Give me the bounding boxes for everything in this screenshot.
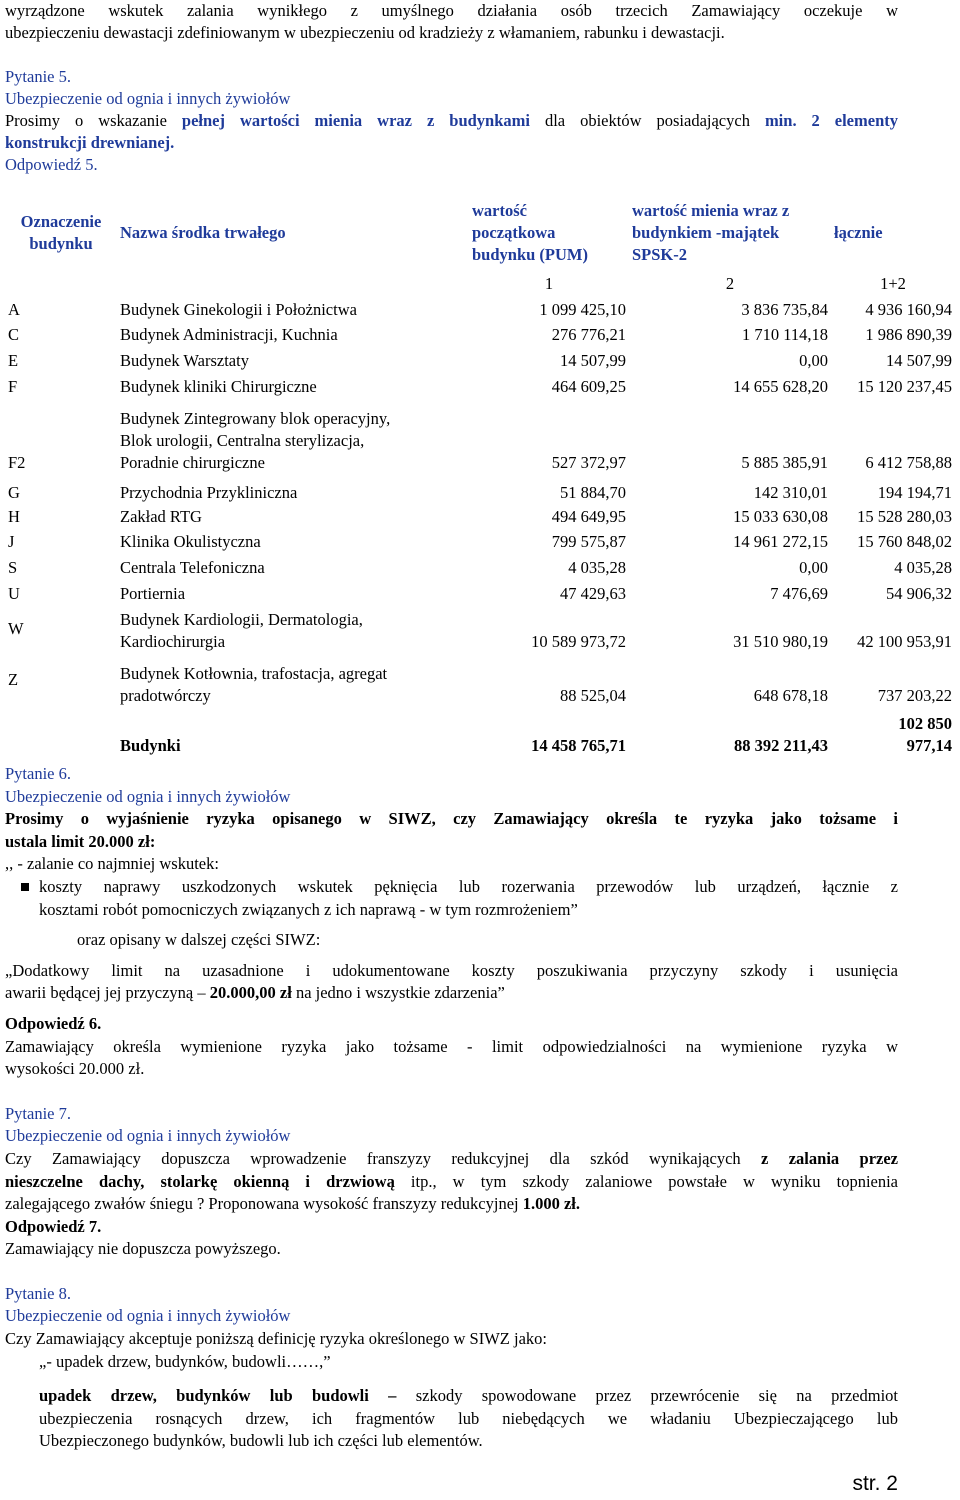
row-property-value: 0,00 xyxy=(799,351,828,370)
row-total: 6 412 758,88 xyxy=(865,453,952,472)
q8-title: Pytanie 8. xyxy=(5,1283,71,1303)
total-property-value: 88 392 211,43 xyxy=(734,736,828,755)
total-initial-value: 14 458 765,71 xyxy=(531,736,626,755)
q5-section: Ubezpieczenie od ognia i innych żywiołów xyxy=(5,89,291,108)
q8-text: Czy Zamawiający akceptuje poniższą definicję ryzyka określonego w SIWZ jako: xyxy=(5,1329,547,1349)
table-row xyxy=(5,295,955,321)
row-name: Portiernia xyxy=(120,584,186,603)
header-name: Nazwa środka trwałego xyxy=(120,223,286,242)
row-property-value: 15 033 630,08 xyxy=(733,507,828,526)
row-property-value: 14 655 628,20 xyxy=(733,377,828,396)
row-total: 194 194,71 xyxy=(877,483,952,502)
q7-text-3: zalegającego zwałów śniegu ? Proponowana wysokość franszyzy redukcyjnej 1.000 zł. xyxy=(5,1194,581,1214)
table-row xyxy=(5,321,955,346)
intro-line-1: wyrządzone wskutek zalania wynikłego z umyślnego działania osób trzecich Zamawiający oczekuje w xyxy=(5,1,898,20)
table-row xyxy=(5,398,955,474)
header-num-1: 1 xyxy=(544,274,554,293)
q6-answer-title: Odpowiedź 6. xyxy=(5,1013,102,1033)
header-num-3: 1+2 xyxy=(880,274,906,293)
table-number-row xyxy=(5,269,955,295)
header-num-2: 2 xyxy=(725,274,735,293)
q6-text-2: ustala limit 20.000 zł: xyxy=(5,831,156,851)
row-name: Klinika Okulistyczna xyxy=(120,532,261,551)
row-total: 15 120 237,45 xyxy=(857,377,952,396)
total-sum: 102 850 977,14 xyxy=(898,714,952,755)
q7-title: Pytanie 7. xyxy=(5,1103,71,1123)
row-total: 1 986 890,39 xyxy=(865,325,952,344)
table-total-row xyxy=(5,707,955,757)
q5-title: Pytanie 5. xyxy=(5,67,71,86)
table-row xyxy=(5,528,955,553)
row-total: 4 936 160,94 xyxy=(865,300,952,319)
row-code: C xyxy=(8,325,20,344)
row-name: Przychodnia Przykliniczna xyxy=(120,483,298,502)
q7-text-2: nieszczelne dachy, stolarkę okienną i drzwiową itp., w tym szkody zalaniowe powstałe w wyniku topnienia xyxy=(5,1171,899,1191)
table-row xyxy=(5,372,955,398)
row-property-value: 31 510 980,19 xyxy=(733,632,828,651)
table-row xyxy=(5,553,955,579)
row-code: Z xyxy=(8,670,19,689)
row-initial-value: 527 372,97 xyxy=(551,453,626,472)
q6-quote-2-line-2: awarii będącej jej przyczyną – 20.000,00 zł na jedno i wszystkie zdarzenia” xyxy=(5,983,505,1003)
row-property-value: 5 885 385,91 xyxy=(741,453,828,472)
row-initial-value: 799 575,87 xyxy=(551,532,626,551)
row-total: 4 035,28 xyxy=(894,558,952,577)
row-initial-value: 88 525,04 xyxy=(560,686,626,705)
header-property-value: wartość mienia wraz z budynkiem -majątek SPSK-2 xyxy=(632,201,790,264)
q8-section: Ubezpieczenie od ognia i innych żywiołów xyxy=(5,1306,291,1326)
q6-section: Ubezpieczenie od ognia i innych żywiołów xyxy=(5,786,291,806)
q7-text-1: Czy Zamawiający dopuszcza wprowadzenie franszyzy redukcyjnej dla szkód wynikających z zalania przez xyxy=(5,1148,898,1168)
table-row xyxy=(5,605,955,653)
q6-answer-2: wysokości 20.000 zł. xyxy=(5,1059,145,1079)
row-property-value: 14 961 272,15 xyxy=(733,532,828,551)
row-name: Budynek Kotłownia, trafostacja, agregat pradotwórczy xyxy=(120,664,388,705)
row-code: S xyxy=(8,558,18,577)
q6-answer-1: Zamawiający określa wymienione ryzyka jako tożsame - limit odpowiedzialności na wymienione ryzyka w xyxy=(5,1036,898,1056)
row-name: Budynek Administracji, Kuchnia xyxy=(120,325,338,344)
table-row xyxy=(5,504,955,528)
row-code: G xyxy=(8,483,20,502)
q7-section: Ubezpieczenie od ognia i innych żywiołów xyxy=(5,1126,291,1146)
header-code: Oznaczenie budynku xyxy=(20,212,102,253)
row-property-value: 142 310,01 xyxy=(753,483,828,502)
row-property-value: 1 710 114,18 xyxy=(741,325,828,344)
q7-answer: Zamawiający nie dopuszcza powyższego. xyxy=(5,1239,281,1259)
row-initial-value: 276 776,21 xyxy=(551,325,626,344)
row-property-value: 7 476,69 xyxy=(770,584,828,603)
intro-block xyxy=(5,0,898,176)
q5-text: Prosimy o wskazanie pełnej wartości mienia wraz z budynkami dla obiektów posiadających min. 2 elementy xyxy=(5,111,898,130)
table-row xyxy=(5,579,955,605)
row-initial-value: 494 649,95 xyxy=(551,507,626,526)
buildings-value-table xyxy=(5,197,955,757)
q5-text-cont: konstrukcji drewnianej. xyxy=(5,133,175,152)
total-label: Budynki xyxy=(120,736,181,755)
q6-quote-2-line-1: „Dodatkowy limit na uzasadnione i udokumentowane koszty poszukiwania przyczyny szkody i usunięcia xyxy=(5,960,898,980)
row-property-value: 0,00 xyxy=(799,558,828,577)
row-initial-value: 51 884,70 xyxy=(560,483,626,502)
q6-text-1: Prosimy o wyjaśnienie ryzyka opisanego w SIWZ, czy Zamawiający określa te ryzyka jako tożsame i xyxy=(5,809,898,829)
row-name: Budynek kliniki Chirurgiczne xyxy=(120,377,317,396)
q6-also: oraz opisany w dalszej części SIWZ: xyxy=(77,930,321,950)
header-total: łącznie xyxy=(834,223,883,242)
row-code: A xyxy=(8,300,20,319)
page-number: str. 2 xyxy=(852,1472,898,1495)
row-property-value: 648 678,18 xyxy=(753,686,828,705)
row-code: H xyxy=(8,507,20,526)
q6-bullet-line-2: kosztami robót pomocniczych związanych z ich naprawą - w tym rozmrożeniem” xyxy=(39,899,578,919)
q8-definition xyxy=(5,1385,898,1453)
row-initial-value: 464 609,25 xyxy=(551,377,626,396)
row-total: 15 528 280,03 xyxy=(857,507,952,526)
row-code: W xyxy=(8,619,24,638)
row-code: U xyxy=(8,584,20,603)
row-initial-value: 14 507,99 xyxy=(560,351,626,370)
row-code: F2 xyxy=(8,453,26,472)
bullet-square-icon xyxy=(21,883,29,891)
table-row xyxy=(5,346,955,372)
row-name: Budynek Warsztaty xyxy=(120,351,249,370)
q8-def-line-1: upadek drzew, budynków lub budowli – szkody spowodowane przez przewrócenie się na przedmiot xyxy=(39,1386,899,1406)
row-initial-value: 47 429,63 xyxy=(560,584,626,603)
row-name: Budynek Kardiologii, Dermatologia, Kardiochirurgia xyxy=(120,610,363,651)
row-code: F xyxy=(8,377,18,396)
row-initial-value: 10 589 973,72 xyxy=(531,632,626,651)
row-total: 42 100 953,91 xyxy=(857,632,952,651)
row-name: Zakład RTG xyxy=(120,507,202,526)
row-total: 15 760 848,02 xyxy=(857,532,952,551)
row-initial-value: 4 035,28 xyxy=(568,558,626,577)
q6-bullet-line-1: koszty naprawy uszkodzonych wskutek pęknięcia lub rozerwania przewodów lub urządzeń, łącznie z xyxy=(39,876,898,896)
row-total: 14 507,99 xyxy=(886,351,952,370)
table-header-row xyxy=(5,197,955,269)
row-total: 54 906,32 xyxy=(886,584,952,603)
row-property-value: 3 836 735,84 xyxy=(741,300,828,319)
q7-answer-title: Odpowiedź 7. xyxy=(5,1216,102,1236)
row-name: Centrala Telefoniczna xyxy=(120,558,265,577)
header-initial-value: wartość początkowa budynku (PUM) xyxy=(472,201,588,264)
questions-block xyxy=(5,763,898,1453)
q5-answer-title: Odpowiedź 5. xyxy=(5,155,98,174)
row-name: Budynek Zintegrowany blok operacyjny, Blok urologii, Centralna sterylizacja, Poradnie chirurgiczne xyxy=(120,409,391,472)
table-row xyxy=(5,474,955,504)
q6-bullet xyxy=(5,876,898,921)
row-name: Budynek Ginekologii i Położnictwa xyxy=(120,300,357,319)
table-row xyxy=(5,653,955,707)
row-code: J xyxy=(8,532,15,551)
row-total: 737 203,22 xyxy=(877,686,952,705)
row-code: E xyxy=(8,351,19,370)
q6-title: Pytanie 6. xyxy=(5,764,71,783)
row-initial-value: 1 099 425,10 xyxy=(539,300,626,319)
q8-def-line-2: ubezpieczenia rosnących drzew, ich fragmentów lub niebędących we władaniu Ubezpieczającego lub xyxy=(39,1408,898,1428)
q8-quote: „- upadek drzew, budynków, budowli……,” xyxy=(39,1351,331,1371)
q8-def-line-3: Ubezpieczonego budynków, budowli lub ich części lub elementów. xyxy=(39,1431,483,1451)
q6-quote-1: ,, - zalanie co najmniej wskutek: xyxy=(5,854,219,874)
intro-line-2: ubezpieczeniu dewastacji zdefiniowanym w ubezpieczeniu od kradzieży z włamaniem, rabunku i dewastacji. xyxy=(5,23,725,42)
